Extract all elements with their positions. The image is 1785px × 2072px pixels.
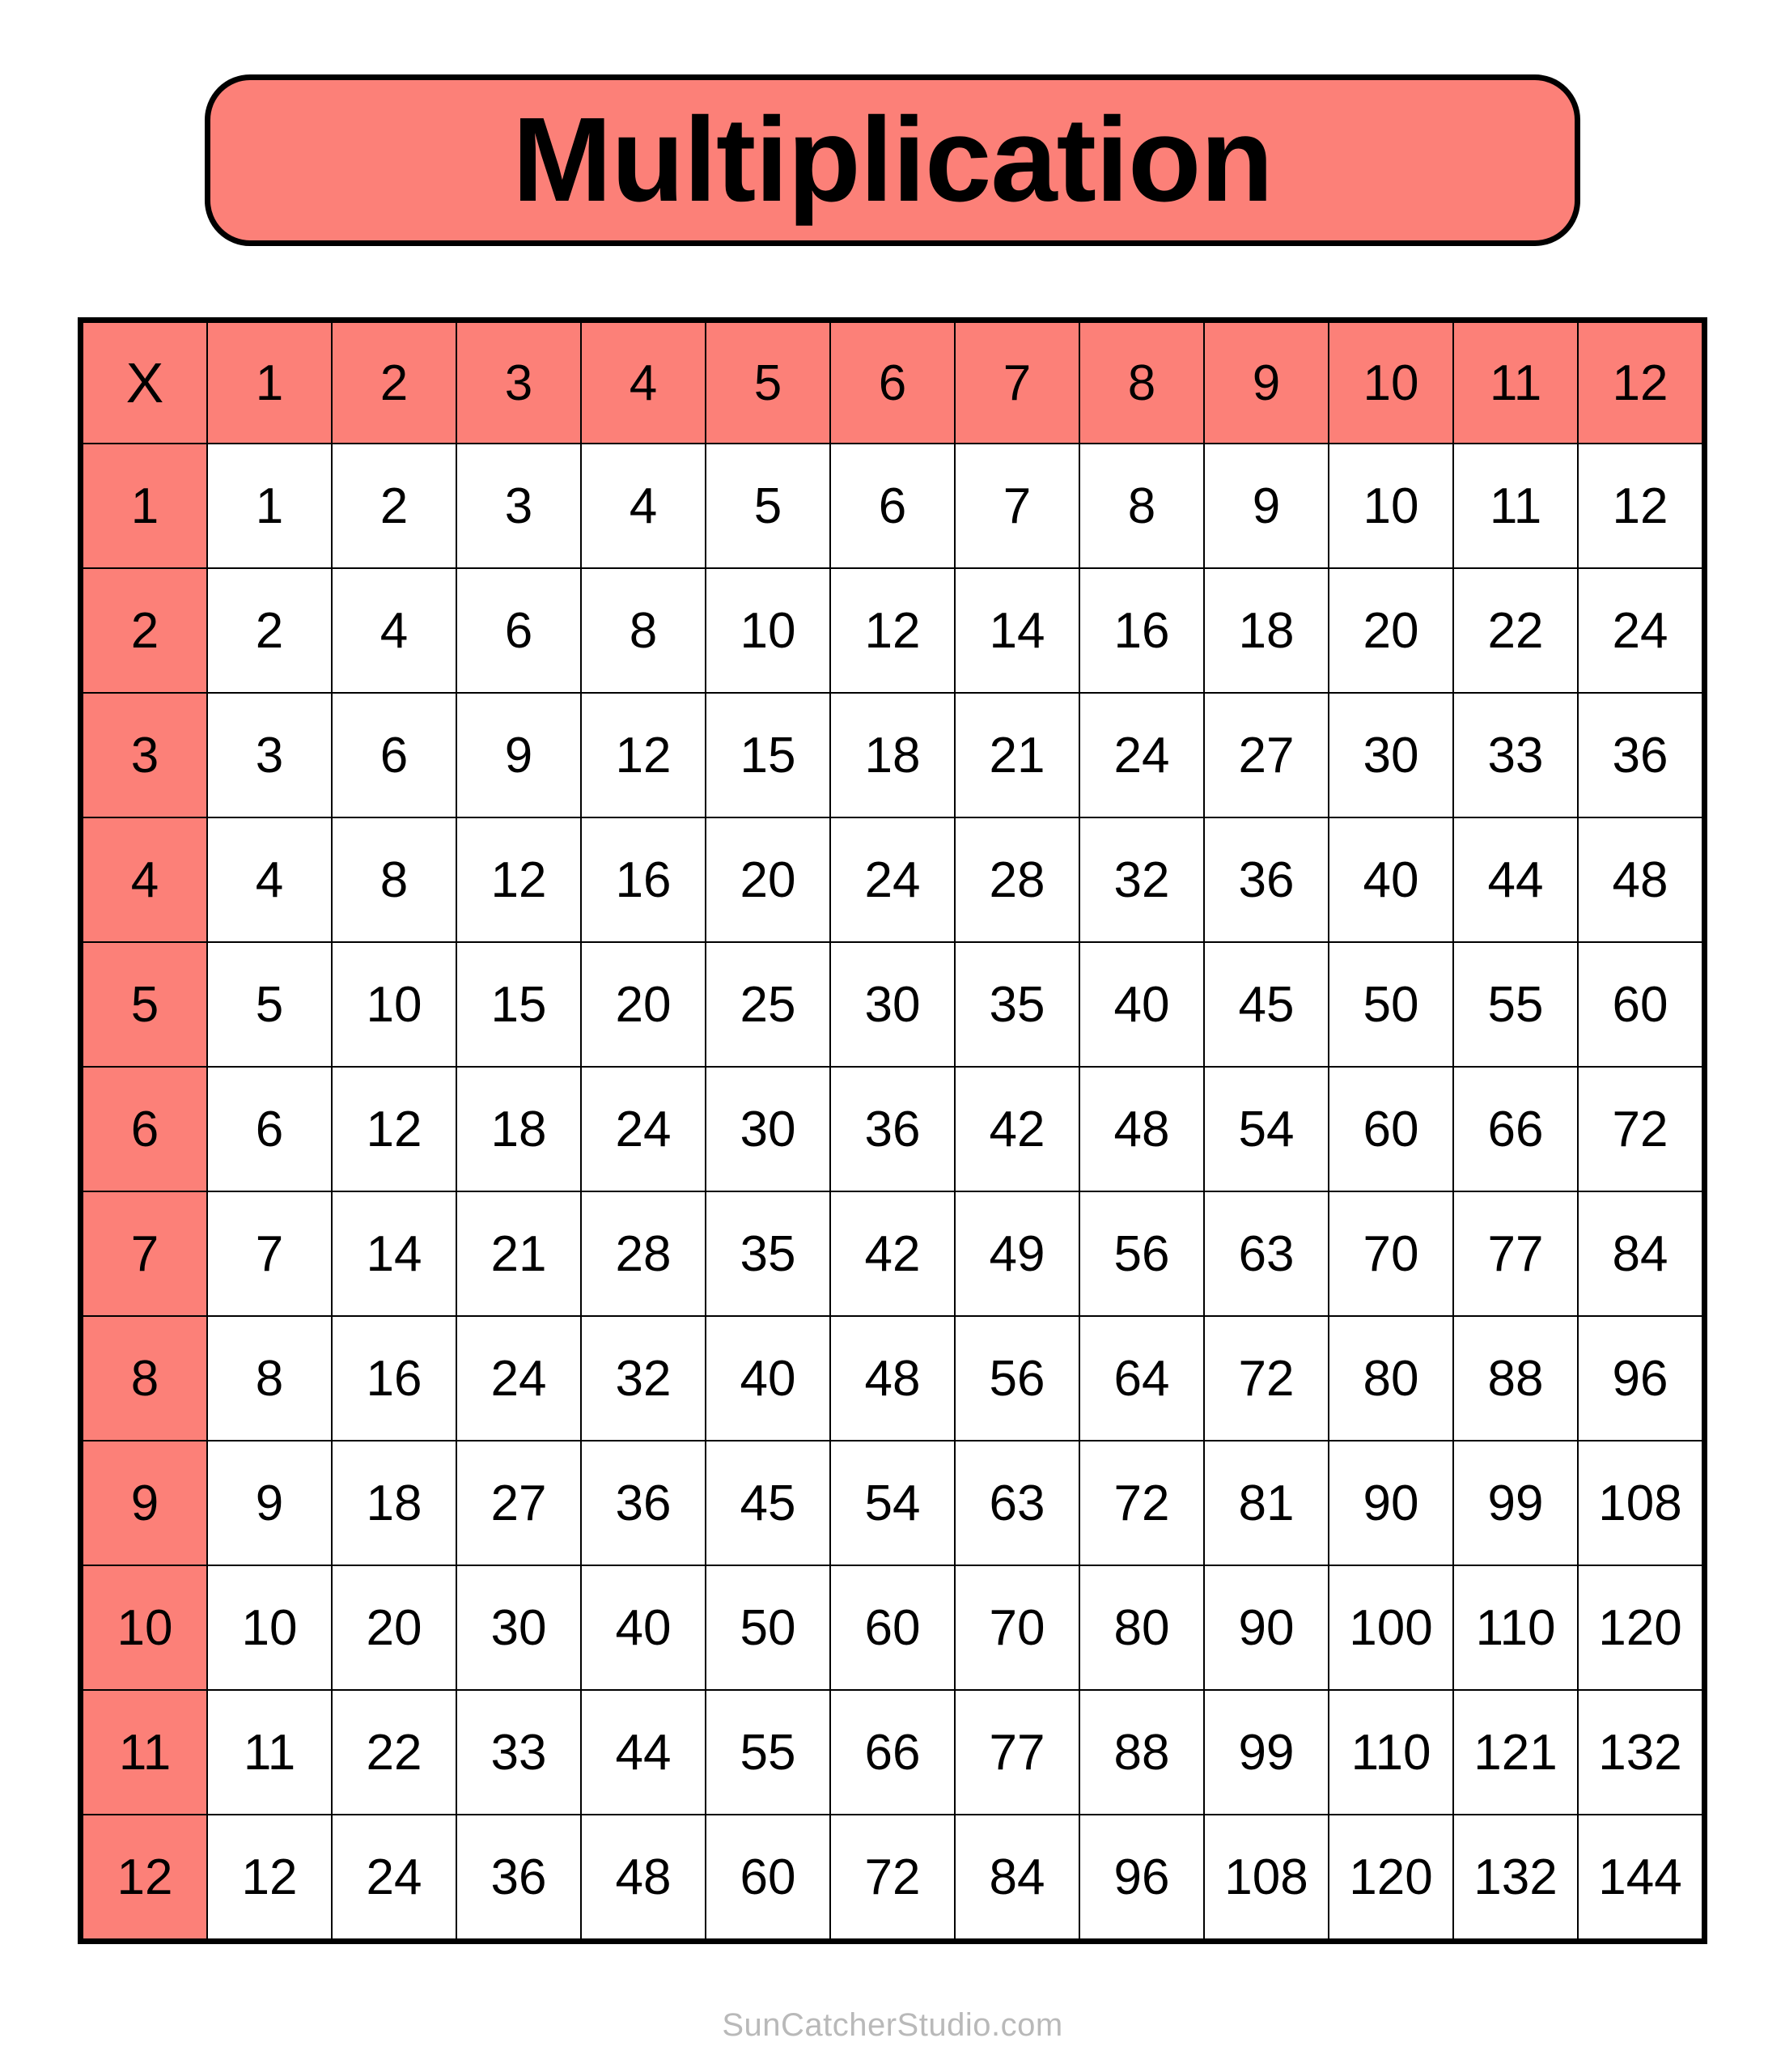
product-cell: 27 bbox=[1204, 693, 1329, 817]
product-cell: 2 bbox=[207, 568, 332, 693]
product-cell: 54 bbox=[1204, 1067, 1329, 1191]
product-cell: 30 bbox=[830, 942, 955, 1067]
product-cell: 80 bbox=[1329, 1316, 1453, 1441]
table-header-row bbox=[81, 321, 1705, 444]
product-cell: 80 bbox=[1079, 1565, 1204, 1690]
product-cell: 16 bbox=[1079, 568, 1204, 693]
product-cell: 24 bbox=[332, 1815, 456, 1942]
product-cell: 4 bbox=[332, 568, 456, 693]
product-cell: 30 bbox=[1329, 693, 1453, 817]
product-cell: 42 bbox=[830, 1191, 955, 1316]
product-cell: 72 bbox=[1079, 1441, 1204, 1565]
row-header: 1 bbox=[81, 444, 208, 568]
product-cell: 8 bbox=[581, 568, 706, 693]
product-cell: 33 bbox=[1453, 693, 1578, 817]
product-cell: 10 bbox=[706, 568, 830, 693]
product-cell: 15 bbox=[456, 942, 581, 1067]
product-cell: 24 bbox=[830, 817, 955, 942]
product-cell: 96 bbox=[1578, 1316, 1705, 1441]
product-cell: 32 bbox=[581, 1316, 706, 1441]
product-cell: 5 bbox=[706, 444, 830, 568]
product-cell: 30 bbox=[706, 1067, 830, 1191]
table-row bbox=[81, 693, 1705, 817]
product-cell: 108 bbox=[1578, 1441, 1705, 1565]
row-header: 9 bbox=[81, 1441, 208, 1565]
product-cell: 72 bbox=[830, 1815, 955, 1942]
column-header: 9 bbox=[1204, 321, 1329, 444]
table-row bbox=[81, 1067, 1705, 1191]
product-cell: 28 bbox=[581, 1191, 706, 1316]
product-cell: 88 bbox=[1453, 1316, 1578, 1441]
row-header: 10 bbox=[81, 1565, 208, 1690]
row-header: 12 bbox=[81, 1815, 208, 1942]
product-cell: 20 bbox=[706, 817, 830, 942]
product-cell: 12 bbox=[581, 693, 706, 817]
table-row bbox=[81, 1191, 1705, 1316]
product-cell: 60 bbox=[1329, 1067, 1453, 1191]
product-cell: 3 bbox=[207, 693, 332, 817]
product-cell: 35 bbox=[955, 942, 1079, 1067]
product-cell: 11 bbox=[207, 1690, 332, 1815]
product-cell: 70 bbox=[1329, 1191, 1453, 1316]
product-cell: 30 bbox=[456, 1565, 581, 1690]
footer-credit: SunCatcherStudio.com bbox=[722, 2007, 1063, 2043]
product-cell: 1 bbox=[207, 444, 332, 568]
product-cell: 63 bbox=[955, 1441, 1079, 1565]
product-cell: 84 bbox=[955, 1815, 1079, 1942]
product-cell: 9 bbox=[207, 1441, 332, 1565]
product-cell: 4 bbox=[207, 817, 332, 942]
product-cell: 64 bbox=[1079, 1316, 1204, 1441]
product-cell: 40 bbox=[706, 1316, 830, 1441]
product-cell: 88 bbox=[1079, 1690, 1204, 1815]
product-cell: 45 bbox=[1204, 942, 1329, 1067]
row-header: 3 bbox=[81, 693, 208, 817]
product-cell: 8 bbox=[207, 1316, 332, 1441]
product-cell: 48 bbox=[1079, 1067, 1204, 1191]
product-cell: 121 bbox=[1453, 1690, 1578, 1815]
product-cell: 20 bbox=[1329, 568, 1453, 693]
product-cell: 36 bbox=[456, 1815, 581, 1942]
product-cell: 24 bbox=[581, 1067, 706, 1191]
product-cell: 10 bbox=[332, 942, 456, 1067]
column-header: 10 bbox=[1329, 321, 1453, 444]
product-cell: 81 bbox=[1204, 1441, 1329, 1565]
product-cell: 60 bbox=[830, 1565, 955, 1690]
product-cell: 22 bbox=[332, 1690, 456, 1815]
product-cell: 50 bbox=[706, 1565, 830, 1690]
column-header: 3 bbox=[456, 321, 581, 444]
product-cell: 12 bbox=[1578, 444, 1705, 568]
product-cell: 9 bbox=[456, 693, 581, 817]
product-cell: 108 bbox=[1204, 1815, 1329, 1942]
product-cell: 55 bbox=[1453, 942, 1578, 1067]
product-cell: 22 bbox=[1453, 568, 1578, 693]
product-cell: 5 bbox=[207, 942, 332, 1067]
product-cell: 21 bbox=[456, 1191, 581, 1316]
product-cell: 110 bbox=[1329, 1690, 1453, 1815]
product-cell: 12 bbox=[456, 817, 581, 942]
row-header: 8 bbox=[81, 1316, 208, 1441]
product-cell: 36 bbox=[830, 1067, 955, 1191]
product-cell: 90 bbox=[1204, 1565, 1329, 1690]
product-cell: 77 bbox=[955, 1690, 1079, 1815]
table-row bbox=[81, 1815, 1705, 1942]
product-cell: 16 bbox=[581, 817, 706, 942]
product-cell: 56 bbox=[1079, 1191, 1204, 1316]
product-cell: 7 bbox=[955, 444, 1079, 568]
product-cell: 6 bbox=[830, 444, 955, 568]
table-corner-label: X bbox=[81, 321, 208, 444]
product-cell: 32 bbox=[1079, 817, 1204, 942]
product-cell: 40 bbox=[581, 1565, 706, 1690]
product-cell: 18 bbox=[332, 1441, 456, 1565]
product-cell: 36 bbox=[1204, 817, 1329, 942]
product-cell: 49 bbox=[955, 1191, 1079, 1316]
column-header: 1 bbox=[207, 321, 332, 444]
title-banner-container bbox=[205, 74, 1580, 246]
row-header: 2 bbox=[81, 568, 208, 693]
product-cell: 72 bbox=[1204, 1316, 1329, 1441]
product-cell: 54 bbox=[830, 1441, 955, 1565]
product-cell: 18 bbox=[1204, 568, 1329, 693]
product-cell: 12 bbox=[332, 1067, 456, 1191]
column-header: 7 bbox=[955, 321, 1079, 444]
page-title: Multiplication bbox=[512, 93, 1273, 227]
product-cell: 144 bbox=[1578, 1815, 1705, 1942]
product-cell: 36 bbox=[581, 1441, 706, 1565]
product-cell: 16 bbox=[332, 1316, 456, 1441]
product-cell: 25 bbox=[706, 942, 830, 1067]
row-header: 4 bbox=[81, 817, 208, 942]
product-cell: 14 bbox=[955, 568, 1079, 693]
product-cell: 84 bbox=[1578, 1191, 1705, 1316]
product-cell: 60 bbox=[1578, 942, 1705, 1067]
row-header: 11 bbox=[81, 1690, 208, 1815]
product-cell: 120 bbox=[1578, 1565, 1705, 1690]
product-cell: 132 bbox=[1453, 1815, 1578, 1942]
product-cell: 20 bbox=[581, 942, 706, 1067]
column-header: 5 bbox=[706, 321, 830, 444]
table-row bbox=[81, 1565, 1705, 1690]
column-header: 6 bbox=[830, 321, 955, 444]
product-cell: 9 bbox=[1204, 444, 1329, 568]
table-row bbox=[81, 942, 1705, 1067]
column-header: 4 bbox=[581, 321, 706, 444]
product-cell: 8 bbox=[332, 817, 456, 942]
product-cell: 63 bbox=[1204, 1191, 1329, 1316]
product-cell: 18 bbox=[456, 1067, 581, 1191]
table-row bbox=[81, 444, 1705, 568]
product-cell: 77 bbox=[1453, 1191, 1578, 1316]
row-header: 5 bbox=[81, 942, 208, 1067]
product-cell: 44 bbox=[1453, 817, 1578, 942]
table-row bbox=[81, 1441, 1705, 1565]
product-cell: 21 bbox=[955, 693, 1079, 817]
product-cell: 14 bbox=[332, 1191, 456, 1316]
product-cell: 48 bbox=[830, 1316, 955, 1441]
product-cell: 55 bbox=[706, 1690, 830, 1815]
product-cell: 6 bbox=[207, 1067, 332, 1191]
product-cell: 132 bbox=[1578, 1690, 1705, 1815]
product-cell: 24 bbox=[456, 1316, 581, 1441]
product-cell: 20 bbox=[332, 1565, 456, 1690]
multiplication-table bbox=[78, 317, 1707, 1944]
product-cell: 48 bbox=[581, 1815, 706, 1942]
title-banner bbox=[205, 74, 1580, 246]
table-row bbox=[81, 817, 1705, 942]
product-cell: 3 bbox=[456, 444, 581, 568]
column-header: 11 bbox=[1453, 321, 1578, 444]
product-cell: 50 bbox=[1329, 942, 1453, 1067]
product-cell: 24 bbox=[1079, 693, 1204, 817]
column-header: 8 bbox=[1079, 321, 1204, 444]
product-cell: 18 bbox=[830, 693, 955, 817]
product-cell: 99 bbox=[1453, 1441, 1578, 1565]
product-cell: 12 bbox=[207, 1815, 332, 1942]
product-cell: 28 bbox=[955, 817, 1079, 942]
product-cell: 99 bbox=[1204, 1690, 1329, 1815]
product-cell: 10 bbox=[1329, 444, 1453, 568]
product-cell: 12 bbox=[830, 568, 955, 693]
product-cell: 60 bbox=[706, 1815, 830, 1942]
product-cell: 40 bbox=[1079, 942, 1204, 1067]
product-cell: 7 bbox=[207, 1191, 332, 1316]
product-cell: 44 bbox=[581, 1690, 706, 1815]
product-cell: 33 bbox=[456, 1690, 581, 1815]
product-cell: 27 bbox=[456, 1441, 581, 1565]
product-cell: 10 bbox=[207, 1565, 332, 1690]
product-cell: 90 bbox=[1329, 1441, 1453, 1565]
product-cell: 35 bbox=[706, 1191, 830, 1316]
product-cell: 36 bbox=[1578, 693, 1705, 817]
product-cell: 66 bbox=[830, 1690, 955, 1815]
product-cell: 66 bbox=[1453, 1067, 1578, 1191]
product-cell: 100 bbox=[1329, 1565, 1453, 1690]
footer bbox=[0, 2007, 1785, 2044]
product-cell: 15 bbox=[706, 693, 830, 817]
product-cell: 110 bbox=[1453, 1565, 1578, 1690]
table-row bbox=[81, 1316, 1705, 1441]
product-cell: 24 bbox=[1578, 568, 1705, 693]
product-cell: 48 bbox=[1578, 817, 1705, 942]
product-cell: 6 bbox=[332, 693, 456, 817]
product-cell: 4 bbox=[581, 444, 706, 568]
product-cell: 6 bbox=[456, 568, 581, 693]
product-cell: 8 bbox=[1079, 444, 1204, 568]
product-cell: 72 bbox=[1578, 1067, 1705, 1191]
table-row bbox=[81, 568, 1705, 693]
product-cell: 96 bbox=[1079, 1815, 1204, 1942]
column-header: 12 bbox=[1578, 321, 1705, 444]
multiplication-table-container bbox=[78, 317, 1707, 1944]
product-cell: 70 bbox=[955, 1565, 1079, 1690]
product-cell: 45 bbox=[706, 1441, 830, 1565]
product-cell: 56 bbox=[955, 1316, 1079, 1441]
row-header: 6 bbox=[81, 1067, 208, 1191]
product-cell: 40 bbox=[1329, 817, 1453, 942]
product-cell: 42 bbox=[955, 1067, 1079, 1191]
row-header: 7 bbox=[81, 1191, 208, 1316]
product-cell: 120 bbox=[1329, 1815, 1453, 1942]
column-header: 2 bbox=[332, 321, 456, 444]
table-row bbox=[81, 1690, 1705, 1815]
product-cell: 2 bbox=[332, 444, 456, 568]
product-cell: 11 bbox=[1453, 444, 1578, 568]
